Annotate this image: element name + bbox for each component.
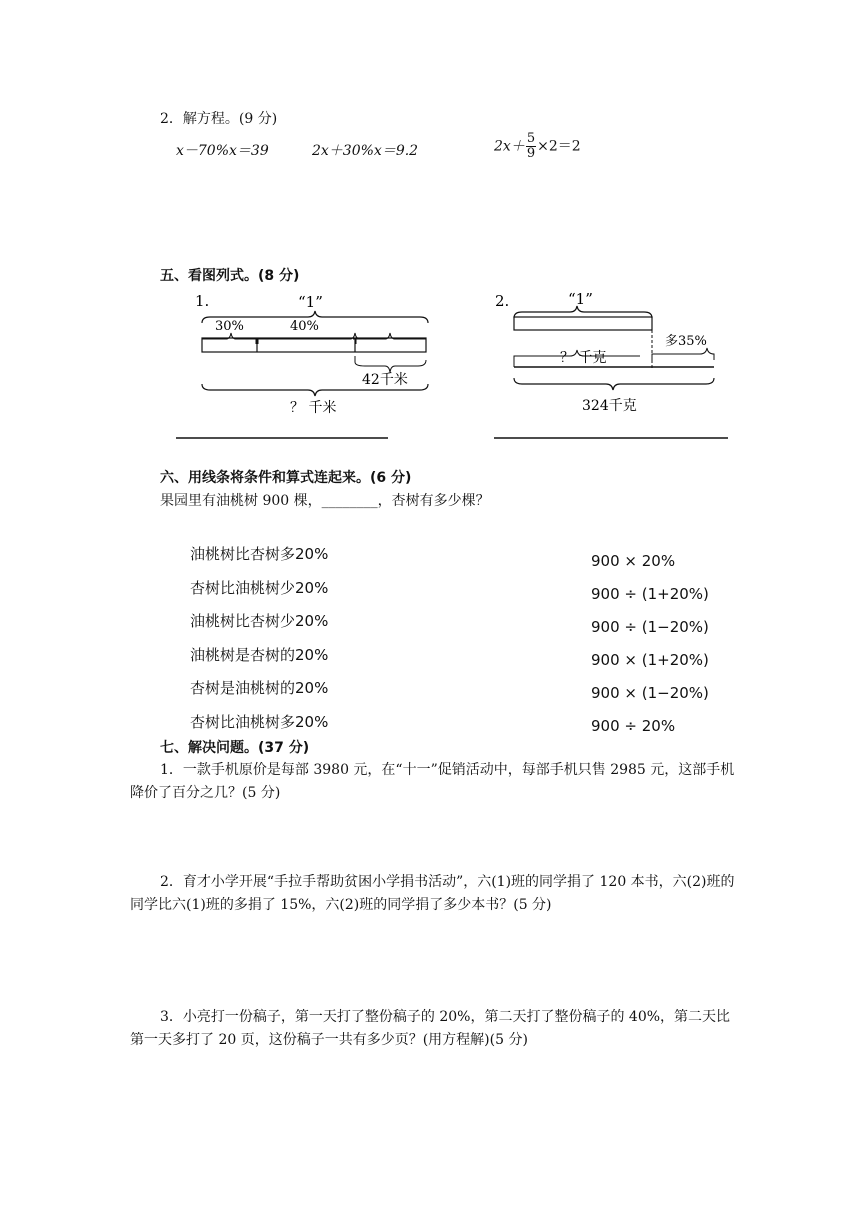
- condition-item[interactable]: 杏树比油桃树多20%: [190, 712, 329, 731]
- section5-title: 五、看图列式。(8 分): [160, 268, 300, 284]
- equation-3-pre: 2x＋: [494, 138, 525, 155]
- formulas-list: [591, 545, 709, 743]
- equation-3-post: ×2＝2: [537, 138, 581, 155]
- fraction-denominator: 9: [526, 146, 536, 161]
- formula-item[interactable]: 900 ÷ (1+20%): [591, 585, 709, 603]
- formula-item[interactable]: 900 × (1−20%): [591, 684, 709, 702]
- apricot-bar: [514, 317, 652, 330]
- q2-title: 2．解方程。(9 分): [160, 111, 278, 127]
- formula-item[interactable]: 900 × (1+20%): [591, 651, 709, 669]
- extra-brace: [652, 348, 714, 360]
- problem-3: 3．小亮打一份稿子，第一天打了整份稿子的 20%，第二天打了整份稿子的 40%，第二天比第一天多打了 20 页，这份稿子一共有多少页？(用方程解)(5 分): [130, 1009, 731, 1048]
- diagram-1-unknown-label: ？ 千米: [290, 400, 337, 416]
- problem-1: 1．一款手机原价是每部 3980 元，在“十一”促销活动中，每部手机只售 2985 元，这部手机降价了百分之几？(5 分): [130, 762, 735, 801]
- diagram-1-known-label: 42千米: [362, 372, 408, 388]
- diagram-1-percent-2: 40%: [290, 319, 319, 334]
- condition-item[interactable]: 杏树是油桃树的20%: [190, 679, 329, 698]
- diagram-2-unknown-label: ？ 千克: [560, 350, 607, 366]
- diagram-2-one-label: “1”: [568, 290, 593, 308]
- section7-title: 七、解决问题。(37 分): [160, 740, 310, 756]
- formula-item[interactable]: 900 ÷ (1−20%): [591, 618, 709, 636]
- segment-bar: [202, 338, 426, 352]
- diagram-1-number: 1.: [195, 292, 210, 310]
- condition-item[interactable]: 油桃树比杏树多20%: [190, 545, 329, 563]
- diagram-2-total-label: 324千克: [582, 398, 637, 414]
- equation-3: [494, 132, 581, 161]
- formula-item[interactable]: 900 × 20%: [591, 552, 676, 570]
- condition-item[interactable]: 杏树比油桃树少20%: [190, 578, 329, 597]
- diagram-1-one-label: “1”: [298, 293, 323, 311]
- total-brace: [514, 378, 714, 390]
- condition-item[interactable]: 油桃树比杏树少20%: [190, 612, 329, 631]
- section6-title: 六、用线条将条件和算式连起来。(6 分): [160, 470, 412, 486]
- equation-2: 2x＋30%x＝9.2: [312, 143, 419, 159]
- section6-question: [160, 490, 490, 510]
- condition-item[interactable]: 油桃树是杏树的20%: [190, 645, 329, 664]
- fraction-numerator: 5: [526, 131, 536, 146]
- fraction: [526, 132, 536, 161]
- known-part-brace: [355, 356, 426, 372]
- conditions-list: [190, 538, 328, 740]
- diagram-1-percent-1: 30%: [215, 319, 244, 334]
- diagram-2-number: 2.: [495, 292, 510, 310]
- diagram-2-more-label: 多35%: [665, 334, 707, 349]
- question-pre: 果园里有油桃树 900 棵，: [160, 493, 322, 509]
- equation-1: x－70%x＝39: [176, 143, 269, 159]
- question-post: ，杏树有多少棵？: [377, 493, 490, 509]
- formula-item[interactable]: 900 ÷ 20%: [591, 717, 676, 735]
- diagram-1: [170, 288, 440, 443]
- question-blank[interactable]: ________: [321, 493, 378, 509]
- problem-2: 2．育才小学开展“手拉手帮助贫困小学捐书活动”，六(1)班的同学捐了 120 本书，六(2)班的同学比六(1)班的多捐了 15%，六(2)班的同学捐了多少本书？(5 分): [130, 874, 735, 913]
- diagram-2: [490, 288, 735, 443]
